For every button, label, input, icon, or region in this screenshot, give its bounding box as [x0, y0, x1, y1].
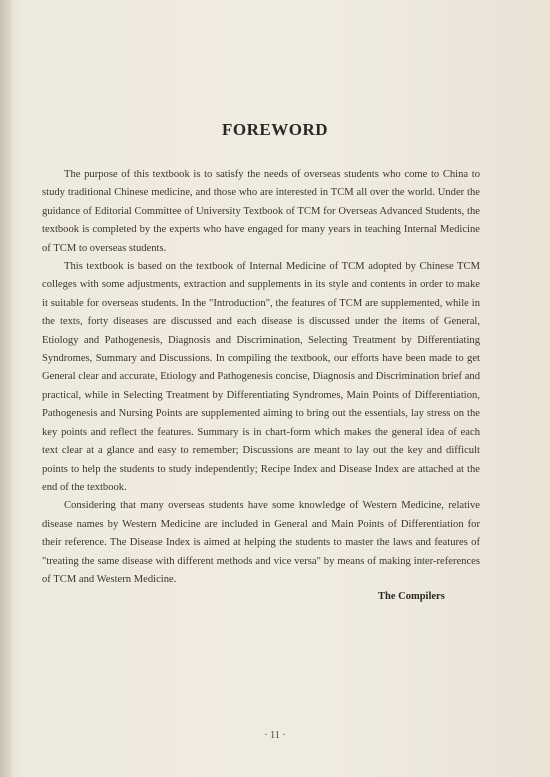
foreword-body [42, 166, 480, 589]
page-title: FOREWORD [222, 120, 328, 139]
signature: The Compilers [378, 591, 445, 602]
paragraph-2: This textbook is based on the textbook of Internal Medicine of TCM adopted by Chinese TCM colleges with some adjustments, extraction and supplements in its style and contents in order to make it suitable for overseas students. In the "Introduction", the features of TCM are supplemented, while in the texts, forty diseases are discussed and each disease is discussed under the items of General, Etiology and Pathogenesis, Diagnosis and Discrimination, Selecting Treatment by Differentiating Syndromes, Summary and Discussions. In compiling the textbook, our efforts have been made to get General clear and accurate, Etiology and Pathogenesis concise, Diagnosis and Discrimination brief and practical, while in Selecting Treatment by Differentiating Syndromes, Main Points of Differentiation, Pathogenesis and Nursing Points are supplemented aiming to bring out the essentials, lay stress on the key points and reflect the features. Summary is in chart-form which makes the general idea of each text clear at a glance and easy to remember; Discussions are meant to lay out the key and difficult points to help the students to study independently; Recipe Index and Disease Index are attached at the end of the textbook. [42, 261, 480, 493]
page-number: · 11 · [264, 730, 286, 741]
paragraph-1: The purpose of this textbook is to satisfy the needs of overseas students who come to China to study traditional Chinese medicine, and those who are interested in TCM all over the world. Under the guidance of Editorial Committee of University Textbook of TCM for Overseas Advanced Students, the textbook is completed by the experts who have engaged for many years in teaching Internal Medicine of TCM to overseas students. [42, 169, 480, 254]
paragraph-3: Considering that many overseas students have some knowledge of Western Medicine, relative disease names by Western Medicine are included in General and Main Points of Differentiation for their reference. The Disease Index is aimed at helping the students to master the laws and features of "treating the same disease with different methods and vice versa" by means of making inter-references of TCM and Western Medicine. [42, 500, 480, 585]
page-spine-shadow [0, 0, 12, 777]
